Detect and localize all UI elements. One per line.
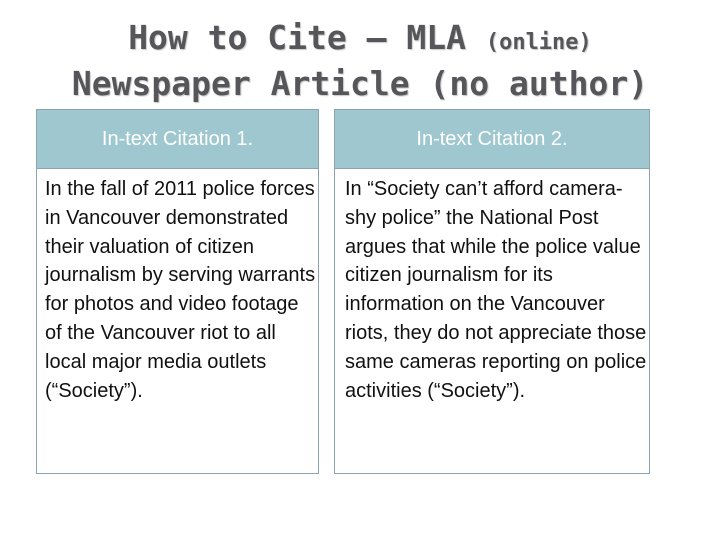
title-main-text: How to Cite – MLA	[128, 18, 466, 57]
slide-title-line-1	[0, 18, 720, 63]
citation-column-1	[36, 109, 319, 474]
slide-title-line-2: Newspaper Article (no author)	[71, 64, 649, 103]
citation-2-body: In “Society can’t afford camera-shy police” the National Post argues that while the police value citizen journalism for its information on the Vancouver riots, they do not appreciate those same cameras reporting on police activities (“Society”).	[334, 168, 650, 474]
title-parenthetical: (online)	[485, 30, 592, 55]
citation-2-header: In-text Citation 2.	[334, 109, 650, 168]
citation-column-2	[334, 109, 650, 474]
citation-table	[36, 109, 650, 474]
citation-1-header: In-text Citation 1.	[36, 109, 319, 168]
citation-1-body: In the fall of 2011 police forces in Vancouver demonstrated their valuation of citizen journalism by serving warrants for photos and video footage of the Vancouver riot to all local major media outlets (“Society”).	[36, 168, 319, 474]
